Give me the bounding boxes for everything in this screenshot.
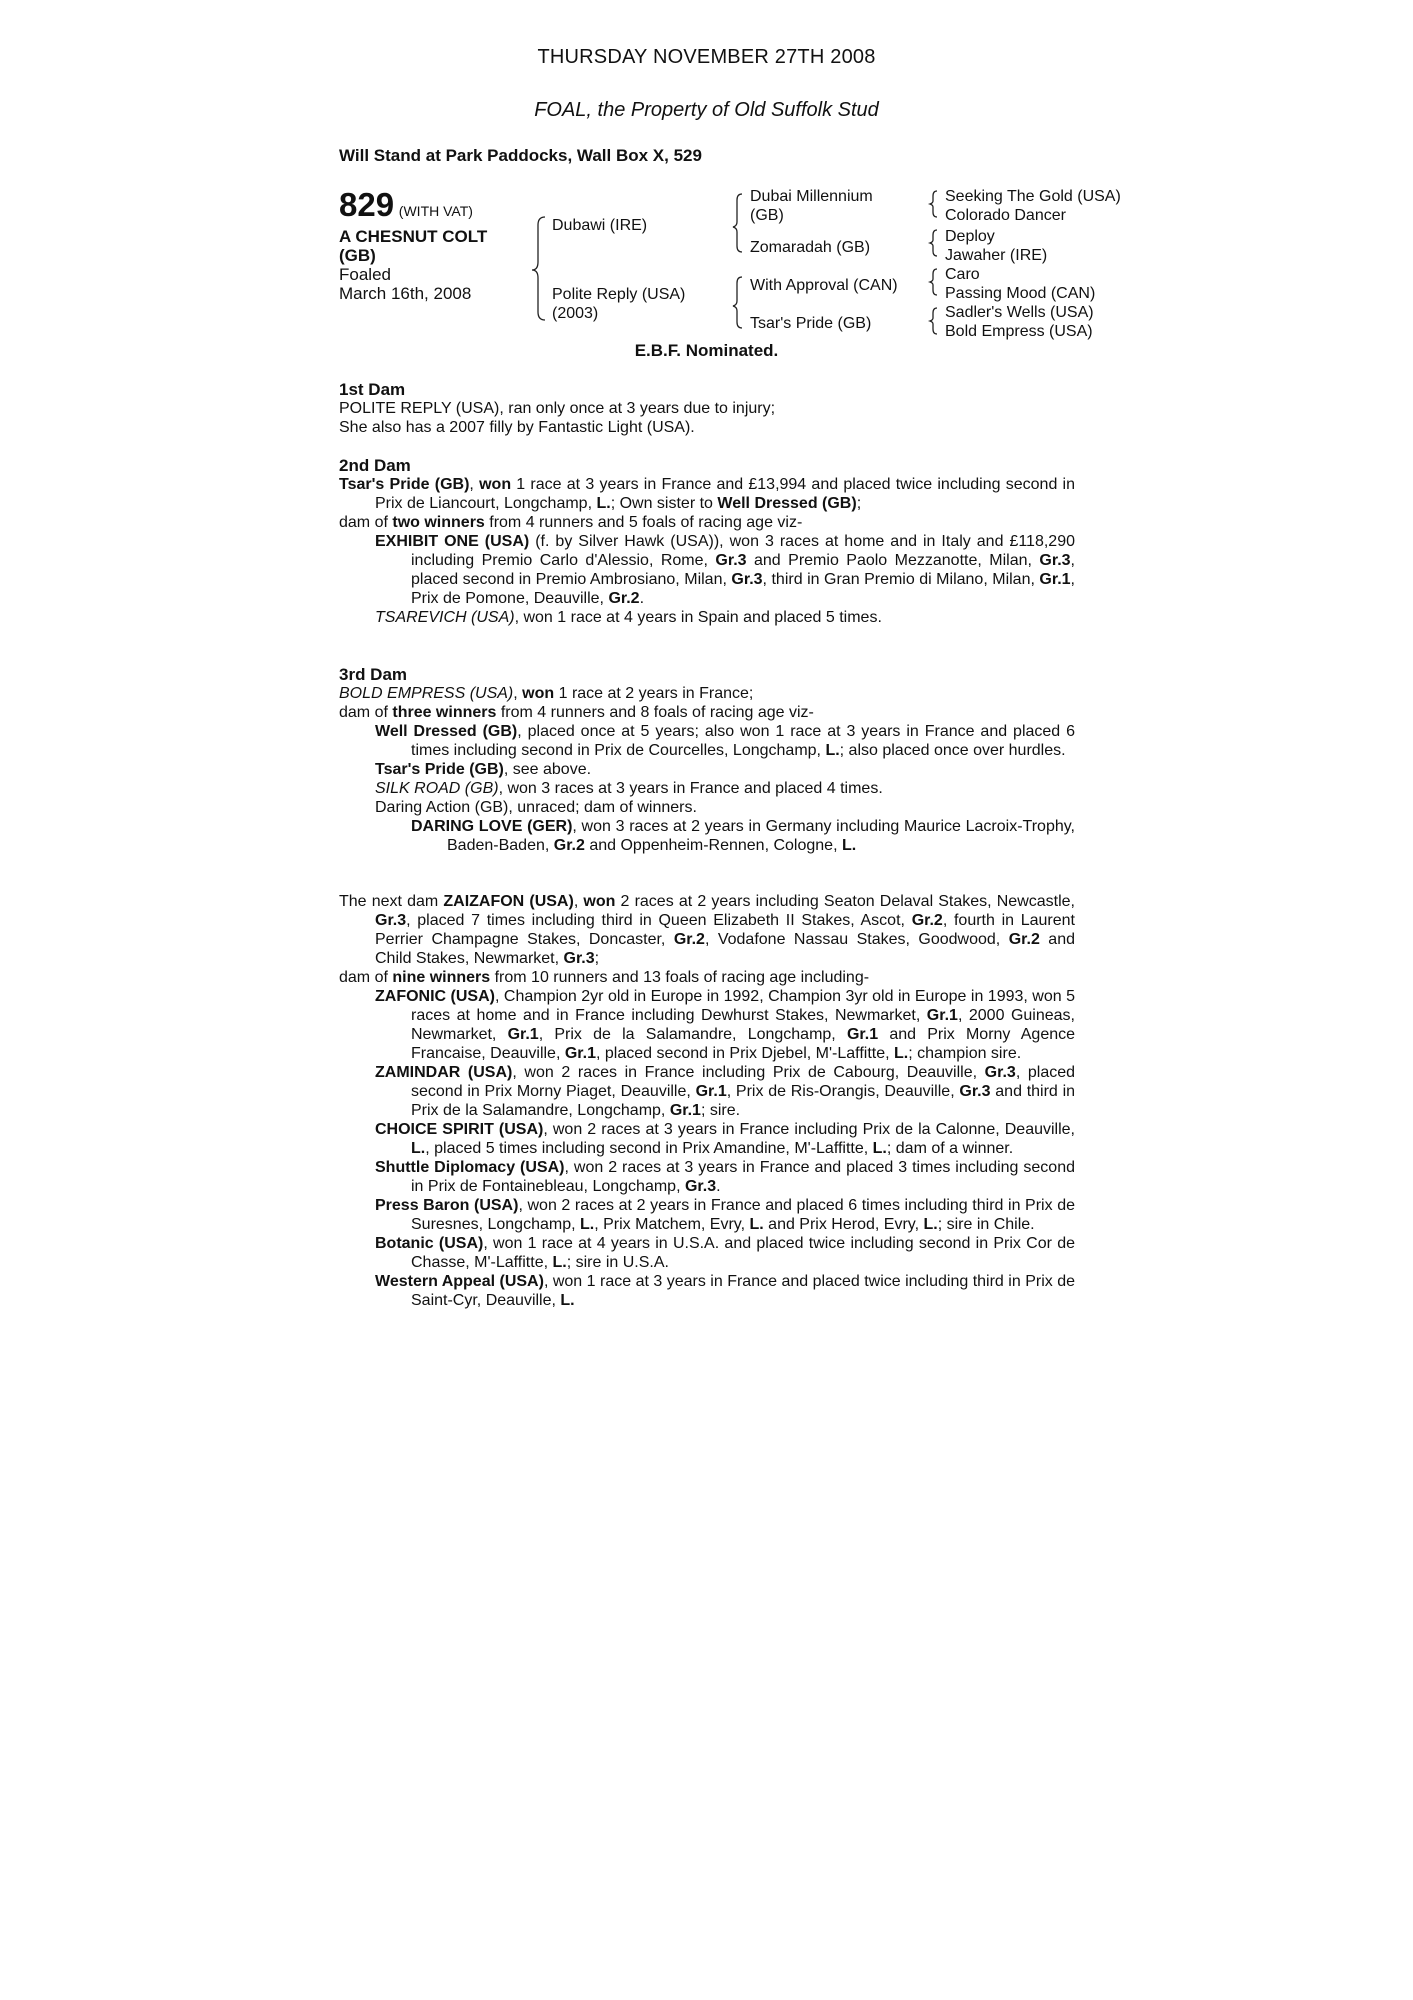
sale-date: THURSDAY NOVEMBER 27TH 2008 [537, 46, 876, 68]
entry-text: , Prix de Pomone, Deauville, [411, 571, 1075, 607]
foaled-date: March 16th, 2008 [339, 284, 472, 303]
entry-text: , 2000 Guineas, Newmarket, [411, 1007, 1075, 1043]
pedigree-ss-line1: Dubai Millennium [750, 188, 873, 205]
entry-text: ; Own sister to [610, 495, 718, 512]
entry-text: , won 2 races at 2 years in France and placed 6 times including third in Prix de Suresnes, Longchamp, [411, 1197, 1076, 1233]
shuttle-diplomacy-entry [339, 1158, 1075, 1196]
first-dam-title: 1st Dam [339, 380, 406, 399]
pedigree-dam [552, 285, 685, 323]
listed-mark: L. [560, 1292, 575, 1309]
horse-name: ZAMINDAR (USA) [375, 1064, 513, 1081]
entry-text: , Prix Matchem, Evry, [594, 1216, 750, 1233]
pedigree-dam-year: (2003) [552, 305, 599, 322]
pedigree-sss: Seeking The Gold (USA) [945, 188, 1121, 205]
first-dam-section [339, 380, 1075, 437]
listed-mark: L. [580, 1216, 595, 1233]
grade-mark: Gr.1 [669, 1102, 701, 1119]
entry-text: , [513, 685, 523, 702]
foaled-label: Foaled [339, 265, 391, 284]
entry-text: ; sire in Chile. [937, 1216, 1035, 1233]
western-appeal-entry [339, 1272, 1075, 1310]
dam-of-prefix: dam of [339, 514, 393, 531]
pedigree-dam-sire: With Approval (CAN) [750, 277, 898, 294]
pedigree-braces [0, 0, 1413, 360]
entry-text: , Prix de Ris-Orangis, Deauville, [726, 1083, 960, 1100]
dam-of-line [339, 513, 1075, 532]
won-label: won [522, 685, 555, 702]
horse-name: Shuttle Diplomacy (USA) [375, 1159, 565, 1176]
entry-text: 1 race at 3 years in France and £13,994 and placed twice including second in Prix de Liancourt, Longchamp, [375, 476, 1076, 512]
choice-spirit-entry [339, 1120, 1075, 1158]
entry-text: , placed 7 times including third in Queen Elizabeth II Stakes, Ascot, [406, 912, 912, 929]
entry-text: , placed second in Premio Ambrosiano, Milan, [411, 552, 1075, 588]
listed-mark: L. [825, 742, 840, 759]
tsars-pride-entry: Tsar's Pride (GB), won 1 race at 3 years in France and £13,994 and placed twice including second in Prix de Liancourt, Longchamp, L.; Own sister to Well Dressed (GB); [339, 476, 1076, 512]
horse-name: Tsar's Pride (GB) [375, 761, 504, 778]
horse-name: CHOICE SPIRIT (USA) [375, 1121, 544, 1138]
entry-text: and Prix Morny Agence Francaise, Deauville, [411, 1026, 1076, 1062]
horse-name: Well Dressed (GB) [375, 723, 518, 740]
entry-text: , Vodafone Nassau Stakes, Goodwood, [704, 931, 1009, 948]
entry-text: ; sire. [700, 1102, 741, 1119]
lot-title-line1: A CHESNUT COLT [339, 227, 488, 246]
tsars-pride-ref [339, 760, 1075, 779]
grade-mark: Gr.2 [1008, 931, 1040, 948]
entry-text: , placed 5 times including second in Prix Amandine, M'-Laffitte, [425, 1140, 873, 1157]
horse-name: DARING LOVE (GER) [411, 818, 573, 835]
pedigree-dds: Sadler's Wells (USA) [945, 304, 1094, 321]
entry-text: 2 races at 2 years including Seaton Delaval Stakes, Newcastle, [615, 893, 1076, 910]
listed-mark: L. [841, 837, 857, 854]
grade-mark: Gr.3 [684, 1178, 717, 1195]
press-baron-entry [339, 1196, 1075, 1234]
bold-empress-entry [339, 684, 1075, 703]
grade-mark: Gr.1 [564, 1045, 596, 1062]
pedigree-ssd: Colorado Dancer [945, 207, 1066, 224]
horse-name: Well Dressed (GB) [717, 495, 857, 512]
entry-text: . [716, 1178, 721, 1195]
horse-name: ZAIZAFON (USA) [443, 893, 574, 910]
horse-name: SILK ROAD (GB) [375, 780, 499, 797]
dam-of-prefix: dam of [339, 704, 393, 721]
grade-mark: Gr.2 [553, 837, 585, 854]
entry-text: ; champion sire. [908, 1045, 1022, 1062]
entry-text: , [573, 893, 584, 910]
entry-text: (f. by Silver Hawk (USA)), won 3 races at home and in Italy and £118,290 including Premio Carlo d'Alessio, Rome, [411, 533, 1075, 569]
exhibit-one-entry [339, 532, 1075, 608]
second-dam-section [339, 456, 1075, 627]
won-label: won [583, 893, 616, 910]
grade-mark: Gr.1 [507, 1026, 539, 1043]
winners-count: nine winners [392, 969, 491, 986]
well-dressed-entry [339, 722, 1075, 760]
horse-name: EXHIBIT ONE (USA) [375, 533, 530, 550]
pedigree-sire-sire [750, 187, 873, 225]
dam-of-suffix: from 4 runners and 5 foals of racing age viz- [484, 514, 803, 531]
third-dam-section [339, 665, 1075, 855]
horse-name: TSAREVICH (USA) [375, 609, 515, 626]
dam-of-line [339, 968, 1075, 987]
grade-mark: Gr.3 [563, 950, 595, 967]
entry-text: and Oppenheim-Rennen, Cologne, [584, 837, 842, 854]
entry-text: , see above. [503, 761, 592, 778]
pedigree-ddd: Bold Empress (USA) [945, 323, 1093, 340]
entry-text: , placed second in Prix Djebel, M'-Laffitte, [595, 1045, 894, 1062]
botanic-entry [339, 1234, 1075, 1272]
pedigree-sds: Deploy [945, 228, 995, 245]
lot-number: 829 [339, 186, 395, 223]
listed-mark: L. [749, 1216, 764, 1233]
listed-mark: L. [411, 1140, 426, 1157]
pedigree-sdd: Jawaher (IRE) [945, 247, 1048, 264]
grade-mark: Gr.2 [673, 931, 705, 948]
dam-of-suffix: from 4 runners and 8 foals of racing age viz- [496, 704, 814, 721]
entry-text: , won 2 races at 3 years in France and placed 3 times including second in Prix de Fontainebleau, Longchamp, [411, 1159, 1075, 1195]
entry-text: ; also placed once over hurdles. [839, 742, 1066, 759]
entry-text: , placed once at 5 years; also won 1 race at 3 years in France and placed 6 times including second in Prix de Courcelles, Longchamp, [411, 723, 1076, 759]
pedigree-ss-line2: (GB) [750, 207, 784, 224]
entry-text: The next dam [339, 893, 444, 910]
grade-mark: Gr.3 [731, 571, 763, 588]
entry-text: ; [856, 495, 862, 512]
grade-mark: Gr.3 [1039, 552, 1071, 569]
grade-mark: Gr.1 [846, 1026, 879, 1043]
ebf-nomination: E.B.F. Nominated. [634, 341, 779, 360]
entry-text: 1 race at 2 years in France; [554, 685, 754, 702]
listed-mark: L. [596, 495, 611, 512]
entry-text: , Champion 2yr old in Europe in 1992, Champion 3yr old in Europe in 1993, won 5 races at home and in France including Dewhurst Stakes, Newmarket, [411, 988, 1076, 1024]
grade-mark: Gr.3 [715, 552, 747, 569]
entry-text: , third in Gran Premio di Milano, Milan, [762, 571, 1040, 588]
pedigree-dam-name: Polite Reply (USA) [552, 286, 686, 303]
stand-location: Will Stand at Park Paddocks, Wall Box X, 529 [339, 146, 702, 165]
grade-mark: Gr.1 [695, 1083, 727, 1100]
listed-mark: L. [894, 1045, 909, 1062]
zamindar-entry [339, 1063, 1075, 1120]
entry-text: . [639, 590, 645, 607]
horse-name: Tsar's Pride (GB) [339, 476, 470, 493]
grade-mark: Gr.3 [959, 1083, 991, 1100]
entry-text: , won 3 races at 3 years in France and placed 4 times. [498, 780, 883, 797]
entry-text: , won 2 races at 3 years in France including Prix de la Calonne, Deauville, [543, 1121, 1075, 1138]
entry-text: and Premio Paolo Mezzanotte, Milan, [746, 552, 1040, 569]
winners-count: two winners [392, 514, 485, 531]
third-dam-title: 3rd Dam [339, 665, 408, 684]
entry-text: and Prix Herod, Evry, [763, 1216, 924, 1233]
entry-text: , won 1 race at 4 years in U.S.A. and placed twice including second in Prix Cor de Chasse, M'-Laffitte, [411, 1235, 1075, 1271]
grade-mark: Gr.2 [608, 590, 640, 607]
entry-text: , won 3 races at 2 years in Germany including Maurice Lacroix-Trophy, Baden-Baden, [447, 818, 1076, 854]
second-dam-title: 2nd Dam [339, 456, 411, 475]
entry-text: and Child Stakes, Newmarket, [375, 931, 1075, 967]
entry-text: , won 2 races in France including Prix de Cabourg, Deauville, [512, 1064, 985, 1081]
pedigree-dam-dam: Tsar's Pride (GB) [750, 315, 872, 332]
won-label: won [479, 476, 512, 493]
dam-of-prefix: dam of [339, 969, 393, 986]
daring-action-entry: Daring Action (GB), unraced; dam of winners. [375, 799, 697, 816]
entry-text: , fourth in Laurent Perrier Champagne Stakes, Doncaster, [375, 912, 1076, 948]
silk-road-entry [339, 779, 1075, 798]
entry-text: , won 1 race at 3 years in France and placed twice including third in Prix de Saint-Cyr, Deauville, [411, 1273, 1075, 1309]
entry-text: ; dam of a winner. [886, 1140, 1014, 1157]
entry-text: ; sire in U.S.A. [566, 1254, 669, 1271]
entry-text: , won 1 race at 4 years in Spain and placed 5 times. [514, 609, 882, 626]
entry-text: ; [594, 950, 600, 967]
pedigree-sire-dam: Zomaradah (GB) [750, 239, 871, 256]
zaizafon-entry [339, 892, 1075, 968]
dam-of-suffix: from 10 runners and 13 foals of racing age including- [490, 969, 870, 986]
grade-mark: Gr.2 [911, 912, 943, 929]
grade-mark: Gr.1 [1039, 571, 1071, 588]
winners-count: three winners [392, 704, 497, 721]
horse-name: BOLD EMPRESS (USA) [339, 685, 514, 702]
entry-text: , Prix de la Salamandre, Longchamp, [538, 1026, 847, 1043]
listed-mark: L. [552, 1254, 567, 1271]
listed-mark: L. [923, 1216, 938, 1233]
pedigree-dss: Caro [945, 266, 980, 283]
vat-note: (WITH VAT) [398, 203, 473, 219]
listed-mark: L. [872, 1140, 887, 1157]
first-dam-line2: She also has a 2007 filly by Fantastic Light (USA). [339, 419, 695, 436]
grade-mark: Gr.1 [926, 1007, 958, 1024]
first-dam-line1: POLITE REPLY (USA), ran only once at 3 years due to injury; [339, 400, 776, 417]
pedigree-sire: Dubawi (IRE) [552, 217, 648, 234]
daring-love-entry [339, 817, 1075, 855]
horse-name: Botanic (USA) [375, 1235, 484, 1252]
next-dam-section [339, 892, 1075, 1310]
entry-text: , placed second in Prix Morny Piaget, Deauville, [411, 1064, 1076, 1100]
entry-text: and third in Prix de la Salamandre, Longchamp, [411, 1083, 1076, 1119]
tsarevich-entry [339, 608, 1075, 627]
dam-of-line [339, 703, 1075, 722]
pedigree-dsd: Passing Mood (CAN) [945, 285, 1096, 302]
property-line: FOAL, the Property of Old Suffolk Stud [534, 99, 879, 121]
horse-name: ZAFONIC (USA) [375, 988, 495, 1005]
horse-name: Western Appeal (USA) [375, 1273, 544, 1290]
lot-title-line2: (GB) [339, 246, 376, 265]
grade-mark: Gr.3 [984, 1064, 1016, 1081]
horse-name: Press Baron (USA) [375, 1197, 519, 1214]
grade-mark: Gr.3 [375, 912, 407, 929]
zafonic-entry [339, 987, 1075, 1063]
